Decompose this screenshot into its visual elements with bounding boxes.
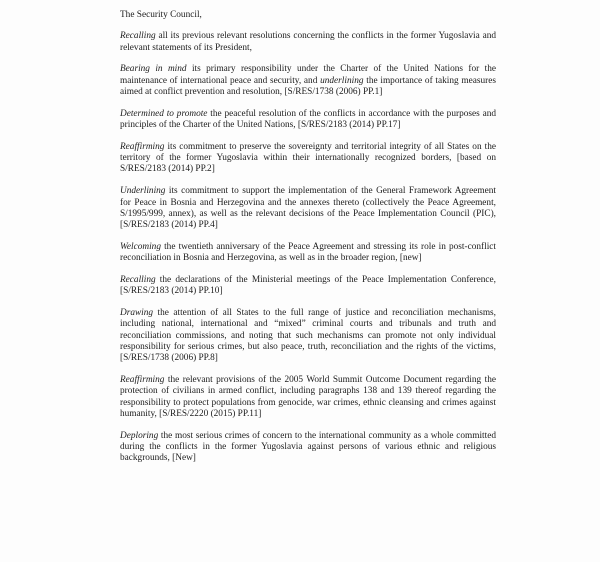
paragraph-underlining-commitment — [120, 186, 496, 231]
paragraph-text: the peaceful resolution of the conflicts in accordance with the purposes and principles of the Charter of the United Nations, [S/RES/2183 (2014) PP.17] — [120, 108, 496, 131]
paragraph-bearing-in-mind — [120, 64, 496, 98]
paragraph-text: its primary responsibility under the Charter of the United Nations for the maintenance of international peace and security, and — [120, 64, 496, 86]
paragraph-deploring-crimes — [120, 431, 496, 465]
paragraph-text: all its previous relevant resolutions concerning the conflicts in the former Yugoslavia and relevant statements of its President, — [120, 31, 496, 53]
paragraph-lead: Drawing — [120, 308, 154, 319]
paragraph-lead: Underlining — [120, 186, 166, 197]
paragraph-text: the declarations of the Ministerial meetings of the Peace Implementation Conference, [S/RES/2183 (2014) PP.10] — [120, 275, 496, 297]
paragraph-recalling-declarations — [120, 275, 496, 298]
paragraph-lead: Deploring — [120, 430, 159, 441]
paragraph-text: the attention of all States to the full range of justice and reconciliation mechanisms, including national, international and “mixed” criminal courts and tribunals and truth and reconciliation commissions, and noting that such mechanisms can promote not only individual responsibility for serious crimes, but also peace, truth, reconciliation and the rights of the victims, [S/RES/1738 (2006) PP.8] — [120, 308, 496, 364]
document-heading: The Security Council, — [120, 10, 202, 20]
paragraph-welcoming-anniversary — [120, 242, 496, 265]
paragraph-reaffirming-provisions — [120, 375, 496, 420]
paragraph-text: its commitment to preserve the sovereignty and territorial integrity of all States on the territory of the former Yugoslavia within their internationally recognized borders, [based on S/RES/2183 (2014) PP.2] — [120, 141, 496, 175]
resolution-text — [120, 10, 496, 465]
paragraph-lead: Recalling — [120, 275, 156, 286]
paragraph-lead: Recalling — [120, 31, 156, 42]
paragraph-text: its commitment to support the implementation of the General Framework Agreement for Peace in Bosnia and Herzegovina and the annexes thereto (collectively the Peace Agreement, S/1995/999, annex), as well as the relevant decisions of the Peace Implementation Council (PIC), [S/RES/2183 (2014) PP.4] — [120, 186, 496, 231]
paragraph-lead: Bearing in mind — [120, 64, 187, 75]
paragraph-text: the relevant provisions of the 2005 World Summit Outcome Document regarding the protection of civilians in armed conflict, including paragraphs 138 and 139 thereof regarding the responsibility to protect populations from genocide, war crimes, ethnic cleansing and crimes against humanity, [S/RES/2220 (2015) PP.11] — [120, 375, 496, 420]
paragraph-lead: Reaffirming — [120, 375, 165, 386]
paragraph-lead: Determined to promote — [120, 108, 208, 119]
paragraph-lead: Reaffirming — [120, 141, 165, 152]
paragraph-recalling-resolutions — [120, 31, 496, 54]
paragraph-text: the twentieth anniversary of the Peace Agreement and stressing its role in post-conflict reconciliation in Bosnia and Herzegovina, as well as in the broader region, [new] — [120, 241, 496, 264]
paragraph-reaffirming-sovereignty — [120, 142, 496, 176]
paragraph-lead: Welcoming — [120, 241, 161, 252]
paragraph-emphasis: underlining — [320, 75, 364, 86]
paragraph-text-continued: the importance of taking measures aimed at conflict prevention and resolution, [S/RES/1738 (2006) PP.1] — [120, 75, 496, 97]
paragraph-text: the most serious crimes of concern to the international community as a whole committed during the conflicts in the former Yugoslavia against persons of various ethnic and religious backgrounds, [New] — [120, 430, 496, 464]
paragraph-drawing-attention — [120, 308, 496, 364]
paragraph-determined-to-promote — [120, 109, 496, 132]
